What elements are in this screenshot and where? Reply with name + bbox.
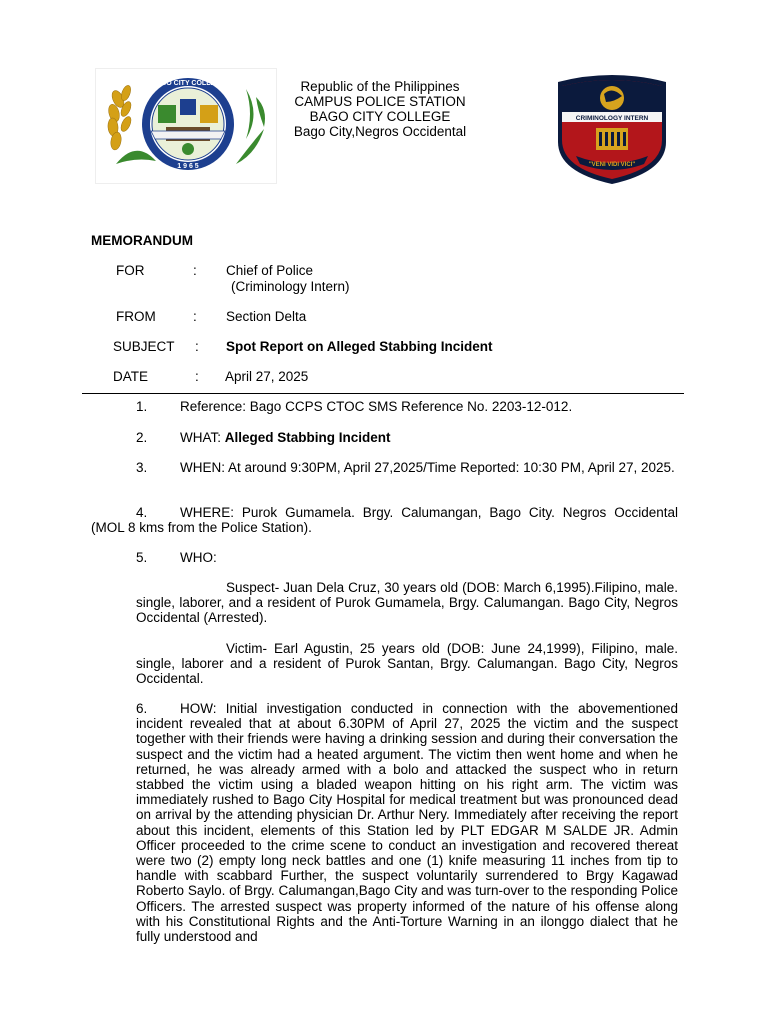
from-value: Section Delta — [226, 309, 307, 324]
seal-year-text: 1 9 6 5 — [177, 163, 199, 170]
paragraph-6 — [136, 701, 678, 944]
subject-value: Spot Report on Alleged Stabbing Incident — [226, 339, 493, 354]
from-colon: : — [193, 309, 197, 324]
paragraph-2-label: WHAT: — [180, 430, 225, 445]
shield-banner-text: CRIMINOLOGY INTERN — [575, 115, 649, 122]
for-label: FOR — [116, 263, 145, 278]
memo-title: MEMORANDUM — [91, 233, 193, 248]
paragraph-3-text: WHEN: At around 9:30PM, April 27,2025/Time Reported: 10:30 PM, April 27, 2025. — [180, 460, 675, 475]
paragraph-2-bold: Alleged Stabbing Incident — [224, 430, 391, 445]
victim-paragraph: Victim- Earl Agustin, 25 years old (DOB: June 24,1999), Filipino, male. single, laborer and a resident of Purok Santan, Brgy. Calumangan. Bago City, Negros Occidental. — [136, 641, 678, 687]
letterhead-line-4: Bago City,Negros Occidental — [293, 124, 467, 139]
paragraph-1-number: 1. — [136, 399, 148, 414]
memo-from-row — [0, 309, 768, 325]
paragraph-5-text: WHO: — [180, 550, 217, 565]
criminology-shield-icon — [548, 72, 676, 188]
date-colon: : — [195, 369, 199, 384]
letterhead — [250, 79, 510, 139]
suspect-paragraph: Suspect- Juan Dela Cruz, 30 years old (DOB: March 6,1995).Filipino, male. single, laborer, and a resident of Purok Gumamela, Brgy. Calumangan. Bago City, Negros Occidental (Arrested). — [136, 580, 678, 626]
for-value-2: (Criminology Intern) — [231, 279, 350, 294]
paragraph-5-number: 5. — [136, 550, 148, 565]
paragraph-3-number: 3. — [136, 460, 148, 475]
paragraph-2 — [91, 430, 678, 445]
for-value: Chief of Police — [226, 263, 314, 278]
letterhead-line-1: Republic of the Philippines — [300, 79, 460, 94]
paragraph-6-text: HOW: Initial investigation conducted in connection with the abovementioned incident revealed that at about 6.30PM of April 27, 2025 the victim and the suspect together with their friends were having a drinking session and during their conversation the suspect and the victim had a heated argument. The victim then went home and when he returned, he was already armed with a bolo and attacked the suspect who in return stabbed the victim using a bladed weapon hitting on his right arm. The victim was immediately rushed to Bago City Hospital for medical treatment but was pronounced dead on arrival by the attending physician Dr. Arthur Nery. Immediately after receiving the report about this incident, elements of this Station led by PLT EDGAR M SALDE JR. Admin Officer proceeded to the crime scene to conduct an investigation and recovered thereat were two (2) empty long neck battles and one (1) knife measuring 11 inches from tip to handle with scabbard Further, the suspect voluntarily surrendered to Brgy Kagawad Roberto Saylo. of Brgy. Calumangan,Bago City and was turn-over to the responding Police Officers. The arrested suspect was property informed of the nature of his offense along with his Constitutional Rights and the Anti-Torture Warning in an ilonggo dialect that he fully understood and — [136, 701, 678, 945]
header-divider — [82, 393, 684, 394]
paragraph-1 — [91, 399, 678, 414]
paragraph-6-number: 6. — [136, 701, 148, 716]
paragraph-5 — [91, 550, 678, 565]
paragraph-4-text: WHERE: Purok Gumamela. Brgy. Calumangan, Bago City. Negros Occidental (MOL 8 kms from the Police Station). — [91, 505, 678, 536]
memo-subject-row — [0, 339, 768, 355]
seal-top-text: BAGO CITY COLLEGE — [150, 80, 226, 87]
from-label: FROM — [116, 309, 156, 324]
date-label: DATE — [113, 369, 149, 384]
paragraph-3 — [91, 460, 678, 475]
paragraph-4 — [91, 505, 678, 535]
memo-date-row — [0, 369, 768, 385]
date-value: April 27, 2025 — [225, 369, 309, 384]
college-seal-icon — [96, 69, 276, 183]
criminology-intern-logo — [548, 72, 676, 188]
memo-for-row — [0, 263, 768, 295]
paragraph-1-text: Reference: Bago CCPS CTOC SMS Reference No. 2203-12-012. — [180, 399, 573, 414]
letterhead-line-2: CAMPUS POLICE STATION — [294, 94, 466, 109]
for-colon: : — [193, 263, 197, 278]
paragraph-2-number: 2. — [136, 430, 148, 445]
subject-colon: : — [195, 339, 199, 354]
paragraph-4-number: 4. — [136, 505, 148, 520]
letterhead-line-3: BAGO CITY COLLEGE — [309, 109, 451, 124]
subject-label: SUBJECT — [113, 339, 175, 354]
shield-motto-text: "VENI VIDI VICI" — [588, 162, 636, 168]
